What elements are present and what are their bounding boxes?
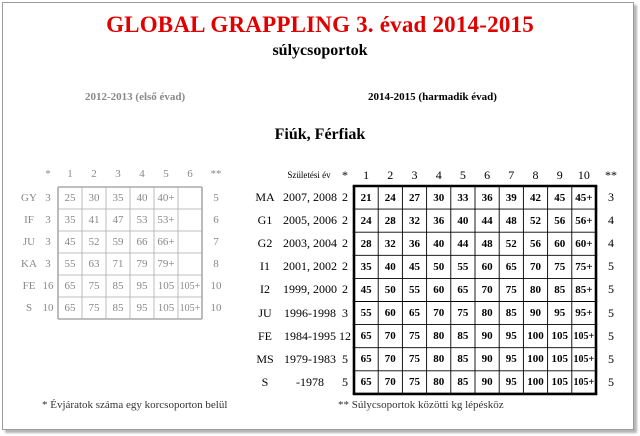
right-weight-cell: 95 [505,353,517,366]
right-header-col: 8 [532,167,539,182]
right-weight-cell: 36 [481,191,493,204]
right-weight-cell: 70 [384,330,396,343]
right-row-step: 4 [608,213,614,228]
right-weight-cell: 27 [408,191,420,204]
right-weight-cell: 85 [457,330,469,343]
right-weight-cell: 105 [551,376,568,389]
right-weight-cell: 45 [408,260,420,273]
right-row-count: 3 [342,305,348,320]
right-row-birth-years: 1996-1998 [284,305,336,320]
right-weight-cell: 65 [505,260,517,273]
right-header-col: 5 [459,167,466,182]
left-weight-cell: 85 [112,280,124,292]
left-weight-cell: 65 [64,280,76,292]
right-header-col: 4 [435,167,442,182]
left-header-col: 4 [139,168,145,180]
right-weight-cell: 48 [505,214,517,227]
right-weight-cell: 85 [554,283,566,296]
right-weight-cell: 85 [457,376,469,389]
right-weight-cell: 65 [360,376,372,389]
left-weight-cell: 30 [88,192,100,204]
right-weight-cell: 75 [554,260,566,273]
right-weight-cell: 100 [527,353,544,366]
left-weight-cell: 75 [88,302,100,314]
right-row-category: MS [256,351,274,366]
left-weight-cell [178,209,202,231]
right-row-count: 2 [342,282,348,297]
right-weight-cell: 95 [505,330,517,343]
right-row-birth-years: 2003, 2004 [283,236,337,251]
right-weight-cell: 90 [481,353,493,366]
left-row-count: 10 [42,302,54,314]
right-row-step: 5 [608,259,614,274]
left-row-step: 8 [213,258,219,270]
left-weight-cell: 66+ [157,236,175,248]
right-weight-cell: 45 [360,283,372,296]
right-weight-cell: 95 [554,307,566,320]
right-row-birth-years: 1979-1983 [284,351,336,366]
right-weight-cell: 28 [384,214,396,227]
left-row-category: JU [22,236,36,248]
right-weight-cell: 48 [481,237,493,250]
right-row-step: 5 [608,374,614,389]
right-season-label: 2014-2015 (harmadik évad) [368,91,497,103]
left-weight-cell: 65 [64,302,76,314]
left-row-count: 3 [45,192,51,204]
right-weight-cell: 40 [384,260,396,273]
right-row-category: MA [255,190,275,205]
left-header-col: 2 [91,168,97,180]
left-row-category: GY [21,192,37,204]
left-row-step: 5 [213,192,219,204]
left-weight-cell: 35 [112,192,124,204]
right-row-count: 12 [339,328,351,343]
right-row-birth-years: 2001, 2002 [283,259,337,274]
right-row-category: I1 [260,259,270,274]
right-weight-cell: 60+ [575,237,593,250]
left-weight-cell: 41 [88,214,100,226]
right-weight-cell: 32 [384,237,396,250]
right-row-step: 4 [608,236,614,251]
right-weight-cell: 80 [529,283,541,296]
right-weight-cell: 36 [433,214,445,227]
left-row-category: FE [22,280,36,292]
left-weight-cell: 85 [112,302,124,314]
right-weight-cell: 33 [457,191,469,204]
right-weight-cell: 65 [408,307,420,320]
right-weight-cell: 105 [551,353,568,366]
right-weight-cell: 40 [457,214,469,227]
right-header-step: ** [605,167,617,182]
left-row-step: 10 [210,280,222,292]
right-weight-cell: 24 [384,191,396,204]
right-weight-cell: 95 [505,376,517,389]
right-header-col: 6 [484,167,491,182]
right-weight-cell: 24 [360,214,372,227]
right-weight-cell: 65 [360,353,372,366]
right-row-birth-years: 1984-1995 [284,328,336,343]
right-weight-cell: 55 [360,307,372,320]
right-weight-cell: 105+ [573,330,595,342]
left-weight-cell: 95 [136,280,148,292]
right-weight-cell: 55 [457,260,469,273]
right-weight-cell: 70 [481,283,493,296]
left-header-col: 1 [67,168,73,180]
right-weight-cell: 70 [384,376,396,389]
left-weight-cell: 53 [136,214,148,226]
right-weight-cell: 50 [384,283,396,296]
left-weight-cell: 105+ [179,302,201,314]
right-header-star: * [342,167,348,182]
right-weight-cell: 90 [481,376,493,389]
right-weight-cell: 80 [433,376,445,389]
left-weight-cell: 79 [136,258,148,270]
right-row-count: 5 [342,374,348,389]
right-weight-cell: 80 [433,330,445,343]
right-weight-cell: 56 [529,237,541,250]
left-row-count: 3 [45,214,51,226]
gender-heading: Fiúk, Férfiak [274,126,366,143]
left-weight-cell: 105 [157,280,175,292]
right-header-col: 7 [508,167,515,182]
left-weight-cell [178,231,202,253]
right-weight-cell: 95+ [575,307,593,320]
right-weight-cell: 75 [408,376,420,389]
right-weight-cell: 85+ [575,283,593,296]
right-row-step: 5 [608,328,614,343]
left-row-count: 16 [42,280,54,292]
right-weight-cell: 85 [457,353,469,366]
left-row-count: 3 [45,236,51,248]
right-row-birth-years: -1978 [296,374,324,389]
left-header-col: 5 [163,168,169,180]
left-weight-cell: 71 [112,258,124,270]
right-weight-cell: 85 [505,307,517,320]
right-weight-cell: 44 [481,214,493,227]
left-weight-cell: 45 [64,236,76,248]
right-weight-cell: 100 [527,330,544,343]
right-weight-cell: 75 [505,283,517,296]
right-row-step: 5 [608,305,614,320]
left-weight-cell: 40 [136,192,148,204]
right-weight-cell: 44 [457,237,469,250]
right-weight-cell: 32 [408,214,420,227]
right-weight-cell: 105+ [573,353,595,365]
right-weight-cell: 52 [529,214,541,227]
right-weight-cell: 35 [360,260,372,273]
right-header-birth-year: Születési év [287,170,331,180]
right-weight-cell: 30 [433,191,445,204]
right-weight-cell: 28 [360,237,372,250]
left-weight-cell: 35 [64,214,76,226]
right-weight-cell: 60 [433,283,445,296]
left-row-step: 6 [213,214,219,226]
right-row-birth-years: 2007, 2008 [283,190,337,205]
right-weight-cell: 75+ [575,260,593,273]
right-weight-cell: 39 [505,191,517,204]
right-weight-cell: 90 [529,307,541,320]
right-weight-cell: 21 [360,191,372,204]
left-weight-cell: 55 [64,258,76,270]
right-weight-cell: 60 [554,237,566,250]
right-row-category: I2 [260,282,270,297]
left-weight-cell: 52 [88,236,100,248]
right-weight-cell: 65 [457,283,469,296]
right-row-count: 2 [342,190,348,205]
left-weight-cell: 105+ [179,280,201,292]
right-weight-cell: 75 [457,307,469,320]
right-weight-cell: 70 [384,353,396,366]
right-weight-cell: 70 [433,307,445,320]
right-weight-cell: 50 [433,260,445,273]
right-weight-cell: 45 [554,191,566,204]
right-row-count: 2 [342,259,348,274]
right-weight-cell: 80 [481,307,493,320]
right-weight-cell: 60 [384,307,396,320]
left-row-category: KA [21,258,37,270]
right-row-birth-years: 1999, 2000 [283,282,337,297]
left-weight-cell: 79+ [157,258,175,270]
left-weight-cell: 66 [136,236,148,248]
right-header-col: 1 [363,167,370,182]
right-row-count: 2 [342,213,348,228]
right-row-category: G1 [257,213,273,228]
right-weight-cell: 90 [481,330,493,343]
left-header-col: 3 [115,168,121,180]
left-weight-cell: 63 [88,258,100,270]
right-header-col: 3 [411,167,418,182]
left-weight-cell: 59 [112,236,124,248]
page-subtitle: súlycsoportok [272,42,368,59]
right-header-col: 9 [556,167,563,182]
left-weight-cell: 25 [64,192,76,204]
right-weight-cell: 55 [408,283,420,296]
left-header-step: ** [210,168,222,180]
left-weight-cell: 40+ [157,192,175,204]
right-row-step: 3 [608,190,614,205]
left-row-category: IF [24,214,34,226]
left-header-col: 6 [187,168,193,180]
right-weight-cell: 52 [505,237,517,250]
left-weight-cell [178,187,202,209]
right-weight-cell: 75 [408,330,420,343]
left-weight-cell: 47 [112,214,124,226]
left-weight-cell: 53+ [157,214,175,226]
right-row-birth-years: 2005, 2006 [283,213,337,228]
right-weight-cell: 56+ [575,214,593,227]
left-row-category: S [25,302,33,314]
left-row-step: 7 [213,236,219,248]
right-row-step: 5 [608,282,614,297]
left-weight-cell: 95 [136,302,148,314]
right-weight-cell: 105 [551,330,568,343]
right-weight-cell: 80 [433,353,445,366]
left-season-label: 2012-2013 (első évad) [85,91,186,103]
left-row-count: 3 [45,258,51,270]
right-row-count: 2 [342,236,348,251]
page-title: GLOBAL GRAPPLING 3. évad 2014-2015 [106,12,534,37]
right-weight-cell: 56 [554,214,566,227]
right-row-category: S [261,374,269,389]
right-weight-cell: 40 [433,237,445,250]
right-weight-cell: 36 [408,237,420,250]
left-header-star: * [45,168,51,180]
left-weight-cell [178,253,202,275]
right-weight-cell: 45+ [575,191,593,204]
right-weight-cell: 60 [481,260,493,273]
right-weight-cell: 100 [527,376,544,389]
footnote-star: * Évjáratok száma egy korcsoporton belül [42,399,228,411]
right-header-col: 2 [387,167,394,182]
right-header-col: 10 [577,167,590,182]
left-weight-cell: 105 [157,302,175,314]
right-row-category: G2 [257,236,273,251]
left-row-step: 10 [210,302,222,314]
right-weight-cell: 75 [408,353,420,366]
right-row-category: FE [257,328,272,343]
right-row-category: JU [258,305,272,320]
right-row-count: 5 [342,351,348,366]
right-weight-cell: 42 [529,191,541,204]
right-row-step: 5 [608,351,614,366]
right-weight-cell: 70 [529,260,541,273]
right-weight-cell: 105+ [573,376,595,388]
left-weight-cell: 75 [88,280,100,292]
right-weight-cell: 65 [360,330,372,343]
footnote-double-star: ** Súlycsoportok közötti kg lépésköz [338,399,504,411]
